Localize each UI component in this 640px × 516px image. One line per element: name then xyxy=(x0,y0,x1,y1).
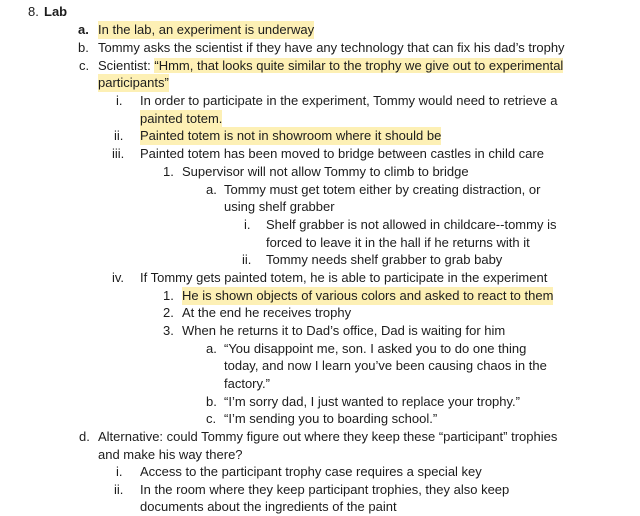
item-a-marker: a. xyxy=(78,22,89,37)
item-c-iii-1-a-i-marker: i. xyxy=(244,217,251,232)
item-c-ii-text: Painted totem is not in showroom where it should be xyxy=(140,128,442,143)
section-title: Lab xyxy=(44,4,68,19)
item-c-iv-3-c-text: “I’m sending you to boarding school.” xyxy=(224,411,438,426)
item-c-iv-3-c-marker: c. xyxy=(206,411,217,426)
item-d-line2: and make his way there? xyxy=(98,447,243,462)
item-c-iv-3-marker: 3. xyxy=(163,323,174,338)
item-c-iii-1-a-ii-marker: ii. xyxy=(242,252,252,267)
item-c-iv-2-marker: 2. xyxy=(163,305,174,320)
item-d-ii-line2: documents about the ingredients of the paint xyxy=(140,499,397,514)
item-d-i-marker: i. xyxy=(116,464,123,479)
item-c-iv-3-b-text: “I’m sorry dad, I just wanted to replace your trophy.” xyxy=(224,394,520,409)
item-c-iv-1-text: He is shown objects of various colors and asked to react to them xyxy=(182,288,554,303)
item-d-ii-line1: In the room where they keep participant trophies, they also keep xyxy=(140,482,510,497)
item-c-iv-3-a-line1: “You disappoint me, son. I asked you to do one thing xyxy=(224,341,527,356)
item-a-text: In the lab, an experiment is underway xyxy=(98,22,315,37)
item-c-iv-1-marker: 1. xyxy=(163,288,174,303)
item-c-iii-1-marker: 1. xyxy=(163,164,174,179)
item-c-i-line2: painted totem. xyxy=(140,111,223,126)
item-c-quote-line1: “Hmm, that looks quite similar to the trophy we give out to experimental xyxy=(154,58,564,73)
item-c-iv-3-a-line2: today, and now I learn you’ve been causing chaos in the xyxy=(224,358,547,373)
item-d-line1: Alternative: could Tommy figure out where they keep these “participant” trophies xyxy=(98,429,558,444)
item-c-iii-1-text: Supervisor will not allow Tommy to climb to bridge xyxy=(182,164,469,179)
item-c-marker: c. xyxy=(79,58,90,73)
item-c-iii-1-a-i-line1: Shelf grabber is not allowed in childcare--tommy is xyxy=(266,217,557,232)
item-c-iii-1-a-marker: a. xyxy=(206,182,217,197)
item-c-iv-3-a-marker: a. xyxy=(206,341,217,356)
item-d-i-text: Access to the participant trophy case requires a special key xyxy=(140,464,482,479)
item-c-iv-3-text: When he returns it to Dad’s office, Dad is waiting for him xyxy=(182,323,506,338)
item-c-iii-1-a-i-line2: forced to leave it in the hall if he returns with it xyxy=(266,235,530,250)
item-c-iv-3-a-line3: factory.” xyxy=(224,376,270,391)
item-d-ii-marker: ii. xyxy=(114,482,124,497)
item-c-ii-marker: ii. xyxy=(114,128,124,143)
item-c-iii-text: Painted totem has been moved to bridge between castles in child care xyxy=(140,146,544,161)
item-c-iv-marker: iv. xyxy=(112,270,125,285)
item-b-marker: b. xyxy=(78,40,89,55)
item-c-i-marker: i. xyxy=(116,93,123,108)
item-c-prefix: Scientist: xyxy=(98,58,155,73)
item-c-iii-1-a-ii-text: Tommy needs shelf grabber to grab baby xyxy=(266,252,503,267)
item-b-text: Tommy asks the scientist if they have any technology that can fix his dad’s trophy xyxy=(98,40,565,55)
item-c-quote-line2: participants” xyxy=(98,75,169,90)
item-c-text xyxy=(98,57,563,75)
item-c-iv-2-text: At the end he receives trophy xyxy=(182,305,352,320)
section-number: 8. xyxy=(28,4,39,19)
item-c-iv-3-b-marker: b. xyxy=(206,394,217,409)
item-c-iv-text: If Tommy gets painted totem, he is able to participate in the experiment xyxy=(140,270,548,285)
item-d-marker: d. xyxy=(79,429,90,444)
item-c-iii-1-a-line2: using shelf grabber xyxy=(224,199,335,214)
item-c-iii-1-a-line1: Tommy must get totem either by creating distraction, or xyxy=(224,182,541,197)
item-c-iii-marker: iii. xyxy=(112,146,125,161)
item-c-i-line1: In order to participate in the experiment, Tommy would need to retrieve a xyxy=(140,93,558,108)
